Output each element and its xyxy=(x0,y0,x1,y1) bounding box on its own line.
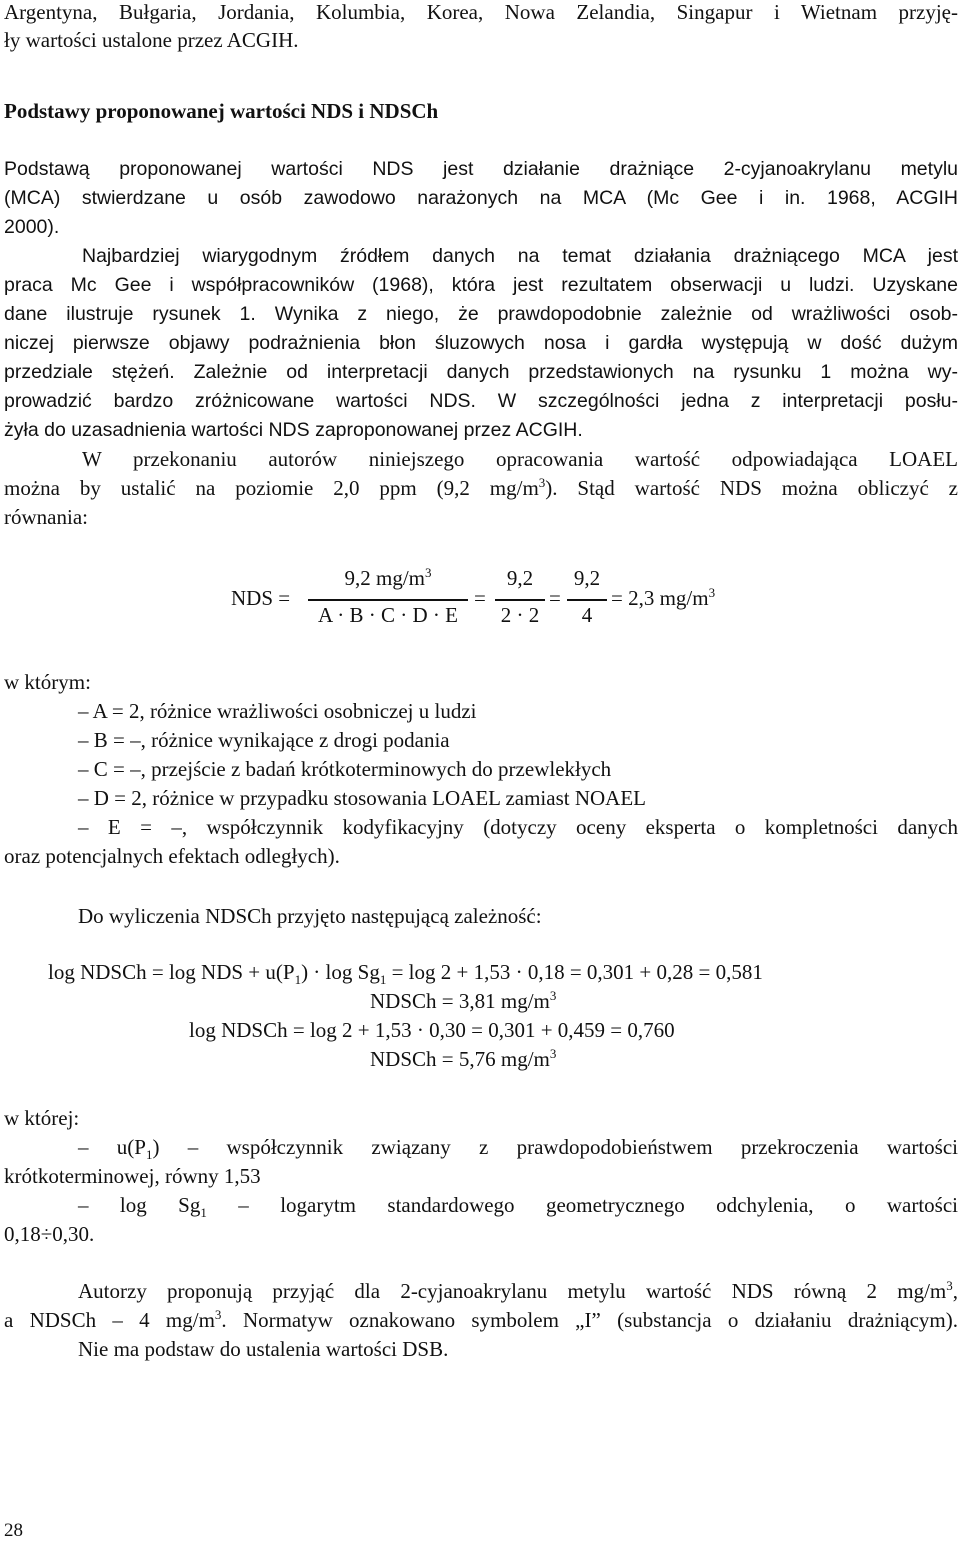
para2-line-4: niczej pierwsze objawy podrażnienia błon śluzowych nosa i gardła występują w dość dużym xyxy=(4,332,958,354)
fraction-1-denominator: A · B · C · D · E xyxy=(318,603,458,627)
where-label-1: w którym: xyxy=(4,670,91,694)
para2-line-7: żyła do uzasadnienia wartości NDS zaproponowanej przez ACGIH. xyxy=(4,419,583,441)
para1-line-2: (MCA) stwierdzane u osób zawodowo narażonych na MCA (Mc Gee i in. 1968, ACGIH xyxy=(4,187,958,209)
para2-line-5: przedziale stężeń. Zależnie od interpretacji danych przedstawionych na rysunku 1 można wy- xyxy=(4,361,958,383)
formula-eq-2: = xyxy=(549,586,561,610)
para2-line-2: praca Mc Gee i współpracowników (1968), która jest rezultatem obserwacji u ludzi. Uzyskane xyxy=(4,274,958,296)
page-number: 28 xyxy=(4,1520,23,1541)
fraction-3-numerator: 9,2 xyxy=(573,566,601,590)
fraction-1-numerator: 9,2 $mg/m^3$ xyxy=(344,565,432,590)
ndsch-eq-4: NDSCh = 5,76 $mg/m^3$ xyxy=(370,1046,557,1071)
ndsch-eq-3: log NDSCh = log 2 + 1,53 · 0,30 = 0,301 + 0,459 = 0,760 xyxy=(189,1018,675,1042)
fraction-2-bar xyxy=(495,599,545,601)
where-item-d: – D = 2, różnice w przypadku stosowania LOAEL zamiast NOAEL xyxy=(78,786,646,810)
section-heading: Podstawy proponowanej wartości NDS i NDSCh xyxy=(4,99,439,123)
where2-item-u-cont: krótkoterminowej, równy 1,53 xyxy=(4,1164,261,1188)
where-item-a: – A = 2, różnice wrażliwości osobniczej u ludzi xyxy=(78,699,477,723)
fraction-2-denominator: 2 · 2 xyxy=(500,603,540,627)
para3-line-2: można by ustalić na poziomie 2,0 ppm (9,2 $mg/m^3$). Stąd wartość NDS można obliczyć z xyxy=(4,475,958,500)
formula-eq-1: = xyxy=(474,586,486,610)
para2-line-1: Najbardziej wiarygodnym źródłem danych na temat działania drażniącego MCA jest xyxy=(82,245,958,267)
para1-line-3: 2000). xyxy=(4,216,60,238)
para2-line-6: prowadzić bardzo zróżnicowane wartości NDS. W szczególności jedna z interpretacji posłu- xyxy=(4,390,958,412)
para3-line-1: W przekonaniu autorów niniejszego opracowania wartość odpowiadająca LOAEL xyxy=(82,447,958,471)
ndsch-eq-2: NDSCh = 3,81 $mg/m^3$ xyxy=(370,988,557,1013)
para2-line-3: dane ilustruje rysunek 1. Wynika z niego, że prawdopodobnie zależnie od wrażliwości osob- xyxy=(4,303,958,325)
intro-line-2: ły wartości ustalone przez ACGIH. xyxy=(4,28,299,52)
where-item-c: – C = –, przejście z badań krótkoterminowych do przewlekłych xyxy=(78,757,612,781)
intro-line-1: Argentyna, Bułgaria, Jordania, Kolumbia, Korea, Nowa Zelandia, Singapur i Wietnam przyję- xyxy=(4,0,958,24)
conclusion-line-1: Autorzy proponują przyjąć dla 2-cyjanoakrylanu metylu wartość NDS równą 2 $mg/m^3$, xyxy=(78,1278,958,1303)
fraction-1-bar xyxy=(308,599,468,601)
para3-line-3: równania: xyxy=(4,505,88,529)
where-label-2: w której: xyxy=(4,1106,80,1130)
where-item-e-cont: oraz potencjalnych efektach odległych). xyxy=(4,844,340,868)
where-item-b: – B = –, różnice wynikające z drogi podania xyxy=(78,728,450,752)
where2-item-log: – $\log Sg_1$ – logarytm standardowego geometrycznego odchylenia, o wartości xyxy=(78,1193,959,1221)
where2-item-log-cont: 0,18÷0,30. xyxy=(4,1222,95,1246)
ndsch-eq-1: log NDSCh = log NDS + $u(P_1) \cdot \log Sg_1 = \log 2 + 1,53 \cdot 0,18 = 0,301 + 0,28 = 0,581$ xyxy=(48,960,763,988)
conclusion-line-3: Nie ma podstaw do ustalenia wartości DSB. xyxy=(78,1337,449,1361)
fraction-3-bar xyxy=(567,599,607,601)
where2-item-u: – $u(P_1)$ – współczynnik związany z prawdopodobieństwem przekroczenia wartości xyxy=(78,1135,958,1163)
fraction-3-denominator: 4 xyxy=(581,603,593,627)
formula-result: = 2,3 $mg/m^3$ xyxy=(611,585,716,610)
where-item-e: – E = –, współczynnik kodyfikacyjny (dotyczy oceny eksperta o kompletności danych xyxy=(78,815,958,839)
conclusion-line-2: a NDSCh – 4 $mg/m^3$. Normatyw oznakowano symbolem „I” (substancja o działaniu drażniącym). xyxy=(4,1307,959,1332)
ndsch-intro: Do wyliczenia NDSCh przyjęto następującą zależność: xyxy=(78,904,542,928)
fraction-2-numerator: 9,2 xyxy=(506,566,534,590)
para1-line-1: Podstawą proponowanej wartości NDS jest działanie drażniące 2-cyjanoakrylanu metylu xyxy=(4,158,958,180)
formula-lhs: NDS = xyxy=(231,586,291,610)
